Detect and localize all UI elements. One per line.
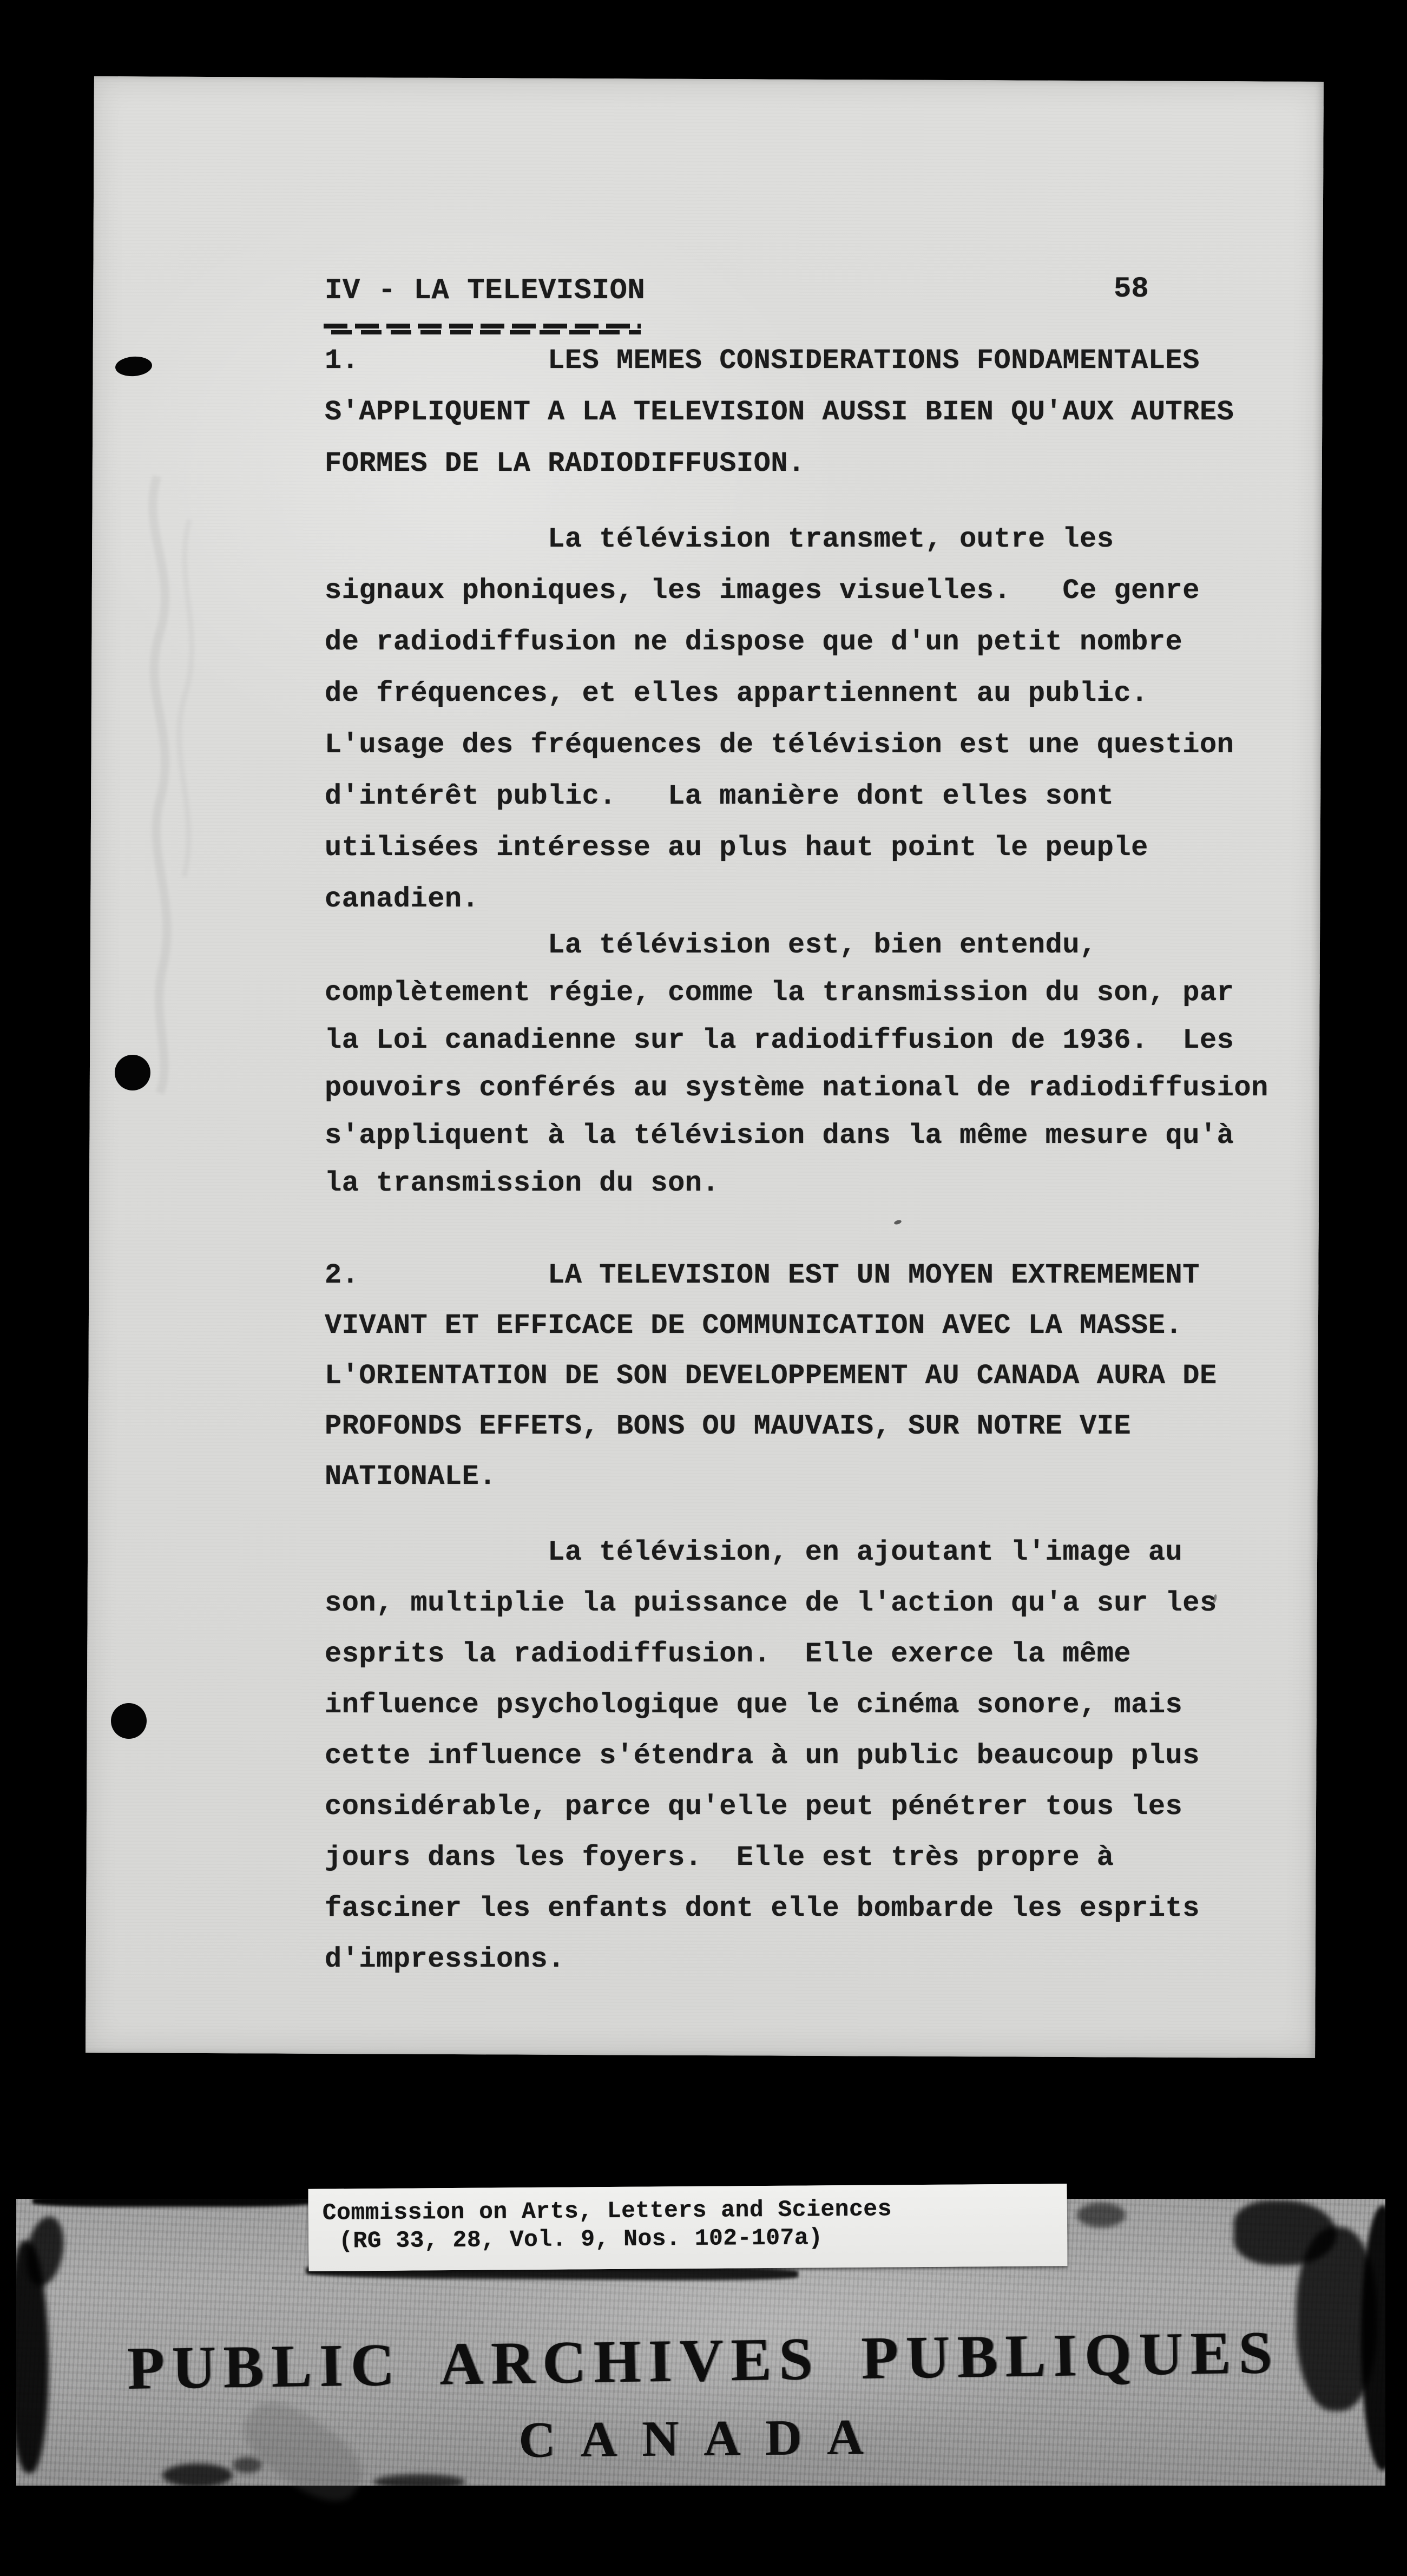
typed-line: signaux phoniques, les images visuelles. Ce genre [325,575,1200,607]
page-number: 58 [1114,273,1149,306]
typed-line: cette influence s'étendra à un public beaucoup plus [325,1740,1200,1772]
typed-line: pouvoirs conférés au système national de radiodiffusion [325,1072,1268,1104]
typed-line: considérable, parce qu'elle peut pénétrer tous les [325,1791,1183,1823]
typed-line: complètement régie, comme la transmission du son, par [325,977,1234,1009]
typed-line: VIVANT ET EFFICACE DE COMMUNICATION AVEC LA MASSE. [325,1310,1183,1342]
typed-line: L'usage des fréquences de télévision est une question [325,729,1234,761]
typed-line: fasciner les enfants dont elle bombarde les esprits [325,1892,1200,1924]
typed-line: d'intérêt public. La manière dont elles sont [325,780,1114,812]
typed-line: jours dans les foyers. Elle est très propre à [325,1842,1114,1874]
title-underline [324,324,641,336]
typed-line: La télévision est, bien entendu, [325,929,1097,961]
typed-line: S'APPLIQUENT A LA TELEVISION AUSSI BIEN QU'AUX AUTRES [325,396,1234,428]
typed-line: de fréquences, et elles appartiennent au public. [325,678,1148,709]
typed-line: 1. LES MEMES CONSIDERATIONS FONDAMENTALES [325,345,1200,377]
typed-line: de radiodiffusion ne dispose que d'un petit nombre [325,626,1183,658]
ink-blotch [32,2195,314,2207]
archive-stamp-country: CANADA [518,2409,889,2468]
typed-line: son, multiplie la puissance de l'action qu'a sur les [325,1587,1217,1619]
archive-label-line: (RG 33, 28, Vol. 9, Nos. 102-107a) [338,2224,823,2255]
typed-line: esprits la radiodiffusion. Elle exerce la même [325,1638,1132,1670]
typed-line: la transmission du son. [325,1167,720,1199]
ink-blotch [1077,2203,1126,2227]
typed-line: PROFONDS EFFETS, BONS OU MAUVAIS, SUR NOTRE VIE [325,1410,1132,1442]
archive-reference-label [308,2184,1067,2271]
typed-line: canadien. [325,883,479,915]
ink-blotch [373,2474,465,2489]
typed-line: NATIONALE. [325,1461,497,1493]
typed-line: La télévision transmet, outre les [325,523,1114,555]
archive-stamp-title: PUBLIC ARCHIVES PUBLIQUES [127,2319,1280,2402]
typed-line: la Loi canadienne sur la radiodiffusion de 1936. Les [325,1024,1234,1056]
typed-line: L'ORIENTATION DE SON DEVELOPPEMENT AU CANADA AURA DE [325,1360,1217,1392]
typed-line: 2. LA TELEVISION EST UN MOYEN EXTREMEMENT [325,1259,1200,1291]
typed-line: influence psychologique que le cinéma sonore, mais [325,1689,1183,1721]
typed-line: La télévision, en ajoutant l'image au [325,1536,1183,1568]
typed-line: FORMES DE LA RADIODIFFUSION. [325,448,805,479]
ink-blotch [1361,2205,1404,2470]
page-title: IV - LA TELEVISION [325,274,646,307]
typed-line: s'appliquent à la télévision dans la même mesure qu'à [325,1120,1234,1152]
typed-line: utilisées intéresse au plus haut point le peuple [325,832,1148,864]
typed-line: d'impressions. [325,1943,565,1975]
archive-label-line: Commission on Arts, Letters and Sciences [322,2196,892,2226]
